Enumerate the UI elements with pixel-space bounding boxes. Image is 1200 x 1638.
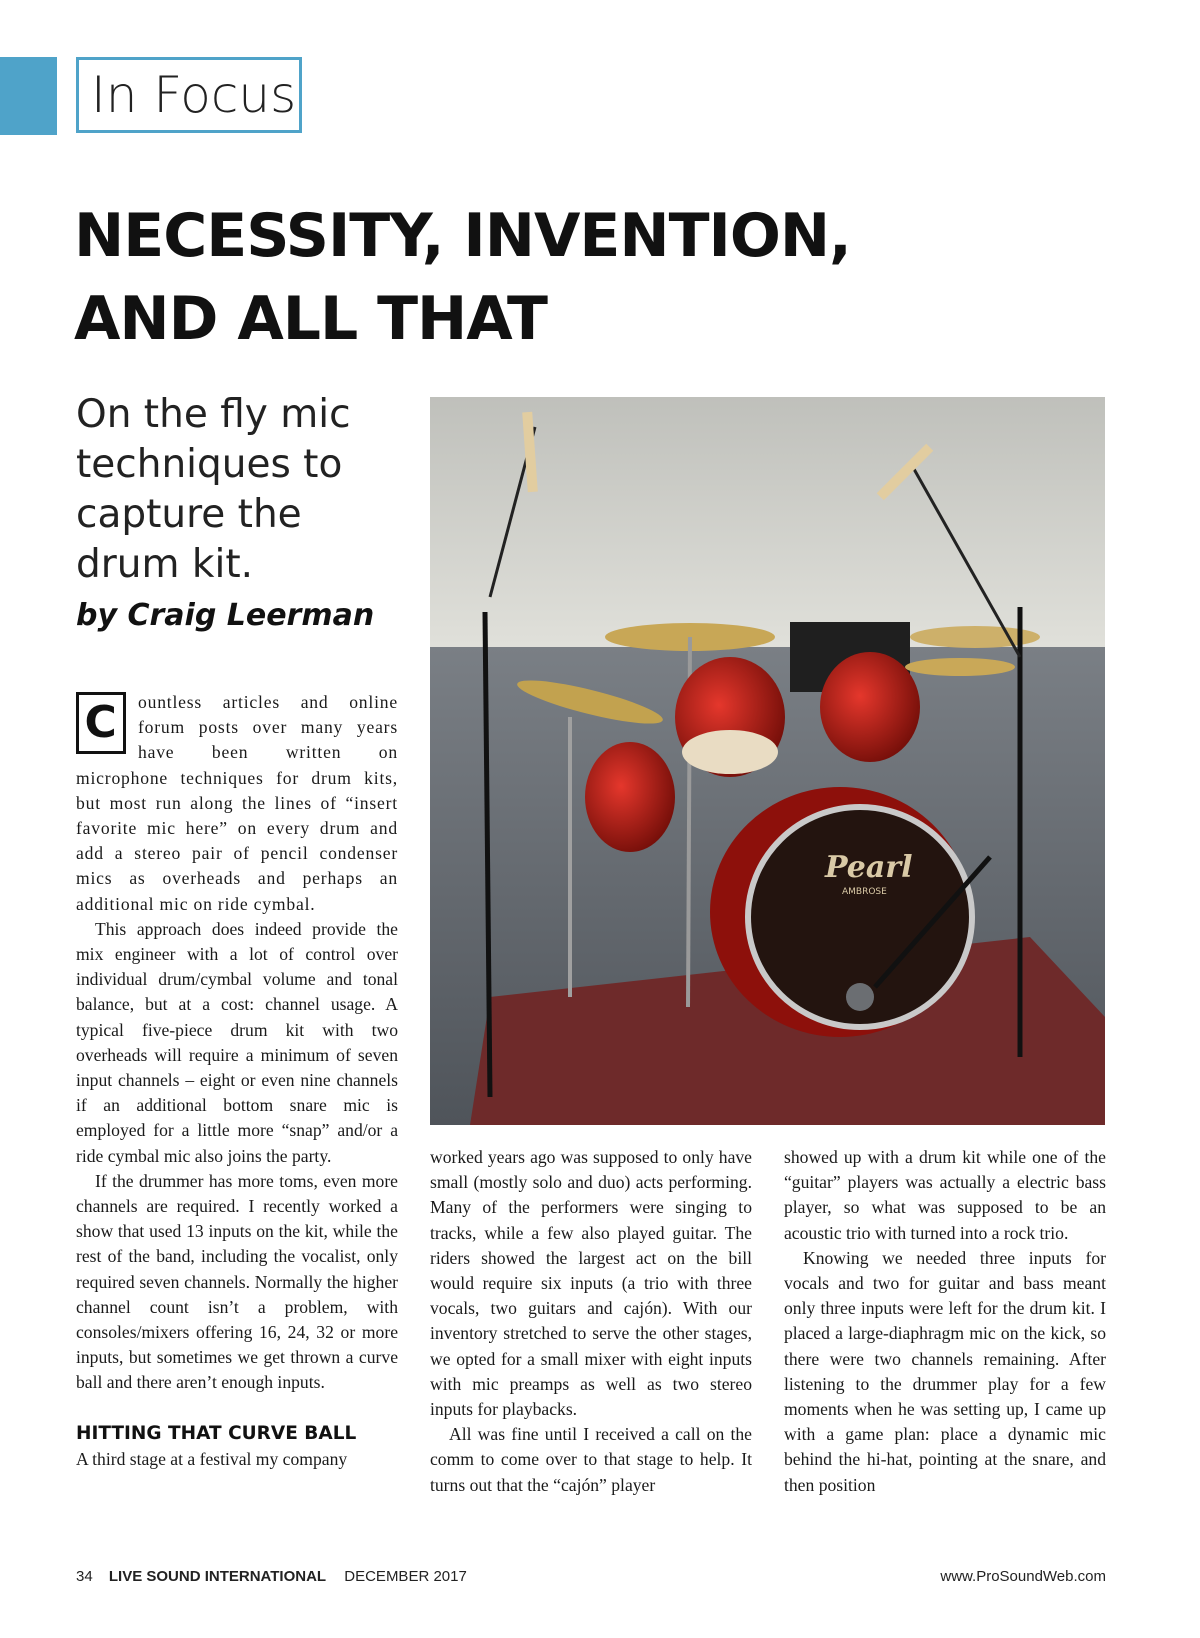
- website-link[interactable]: www.ProSoundWeb.com: [940, 1568, 1106, 1585]
- issue-date: DECEMBER 2017: [344, 1568, 467, 1585]
- kick-drum-logo-sub: AMBROSE: [842, 887, 887, 897]
- rack-tom-1-head: [682, 730, 778, 774]
- page-number: 34: [76, 1568, 93, 1585]
- drum-kit-illustration: [430, 397, 1105, 1125]
- paragraph-2: This approach does indeed provide the mix engineer with a lot of control over individual drum/cymbal volume and tonal balance, but at a cost: channel usage. A typical five-piece drum kit with two overheads will require a minimum of seven input channels – eight or even nine channels if an additional bottom snare mic is employed for a little more “snap” and/or a ride cymbal mic also joins the party.: [76, 918, 398, 1166]
- kick-drum-logo: Pearl: [825, 850, 913, 885]
- kick-mic: [846, 983, 874, 1011]
- section-label: In Focus: [76, 57, 302, 133]
- paragraph-6: Knowing we needed three inputs for vocals and two for guitar and bass meant only three inputs were left for the drum kit. I placed a large-diaphragm mic on the kick, so there were two channels remaining. After listening to the drummer play for a few moments when he was setting up, I came up with a game plan: place a dynamic mic behind the hi-hat, pointing at the snare, and then position: [784, 1247, 1106, 1495]
- rack-tom-2: [820, 652, 920, 762]
- paragraph-5-continued: showed up with a drum kit while one of the “guitar” players was actually a electric bass player, so what was supposed to be an acoustic trio with turned into a rock trio.: [784, 1147, 1106, 1243]
- splash-cymbal: [905, 658, 1015, 676]
- paragraph-4-continued: worked years ago was supposed to only have small (mostly solo and duo) acts performing. Many of the performers were singing to tracks, while a few also played guitar. The riders showed the largest act on the bill would require six inputs (a trio with three vocals, two guitars and cajón). With our inventory stretched to serve the other stages, we opted for a small mixer with eight inputs with mic preamps as well as two stereo inputs for playbacks.: [430, 1147, 752, 1420]
- paragraph-1: [76, 690, 398, 917]
- paragraph-5-start: All was fine until I received a call on the comm to come over to that stage to help. It turns out that the “cajón” player: [430, 1424, 752, 1495]
- byline: by Craig Leerman: [76, 598, 375, 633]
- article-column-3: [784, 1145, 1106, 1498]
- publication-name: LIVE SOUND INTERNATIONAL: [108, 1568, 327, 1585]
- article-subheading: HITTING THAT CURVE BALL: [76, 1422, 357, 1444]
- footer-left: [76, 1568, 467, 1585]
- headline-line-2: AND ALL THAT: [74, 284, 547, 354]
- article-column-2: [430, 1145, 752, 1498]
- headline: [74, 195, 874, 361]
- subheadline: On the fly mic techniques to capture the drum kit.: [76, 392, 351, 587]
- paragraph-1-text: ountless articles and online forum posts over many years have been written on microphone techniques for drum kits, but most run along the lines of “insert favorite mic here” on every drum and add a stereo pair of pencil condenser mics as overheads and perhaps an additional mic on ride cymbal.: [76, 692, 398, 914]
- section-accent-bar: [0, 57, 57, 135]
- snare-drum: [585, 742, 675, 852]
- page-footer: [76, 1568, 1106, 1592]
- drum-kit-photo: [430, 397, 1105, 1125]
- paragraph-4-start: A third stage at a festival my company: [76, 1448, 348, 1469]
- drop-cap: C: [76, 692, 126, 754]
- headline-line-1: NECESSITY, INVENTION,: [74, 201, 851, 271]
- paragraph-3: If the drummer has more toms, even more channels are required. I recently worked a show that used 13 inputs on the kit, while the rest of the band, including the vocalist, only required seven channels. Normally the higher channel count isn’t a problem, with consoles/mixers offering 16, 24, 32 or more inputs, but sometimes we get thrown a curve ball and there aren’t enough inputs.: [76, 1170, 398, 1393]
- article-column-1: [76, 690, 398, 1472]
